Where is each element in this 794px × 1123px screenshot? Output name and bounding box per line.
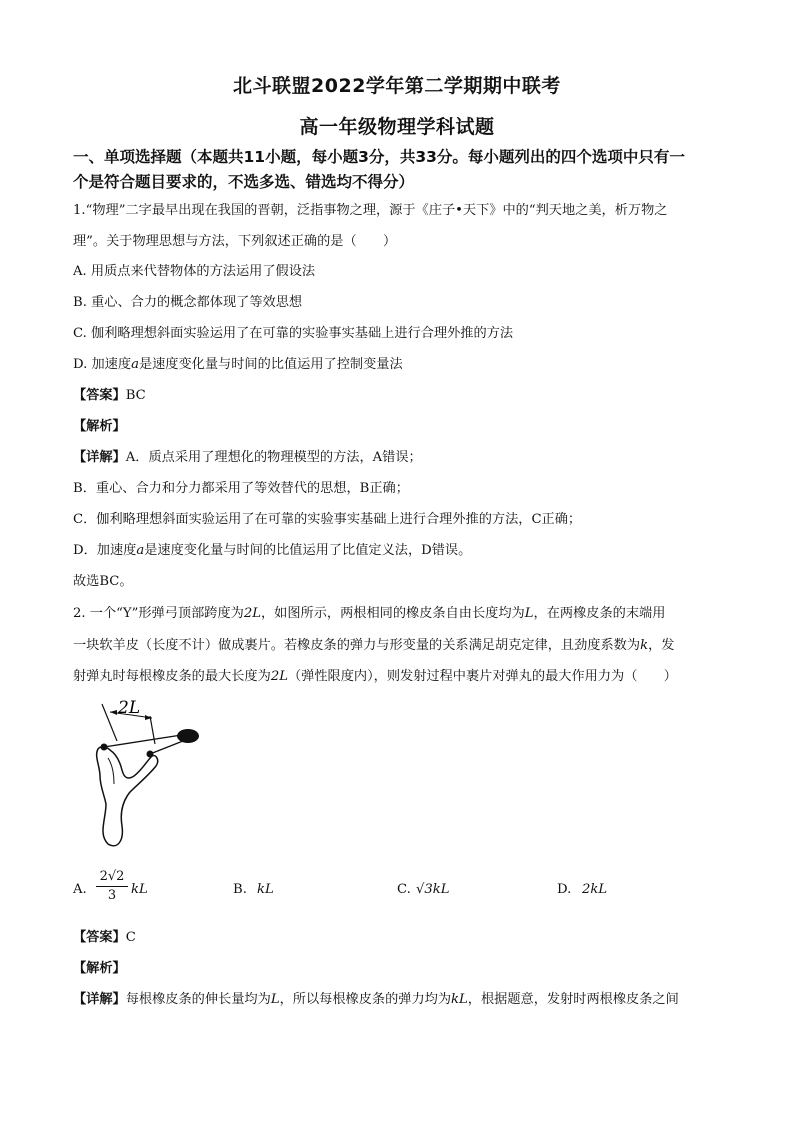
q2-detail xyxy=(73,990,733,1010)
span-line xyxy=(102,704,117,741)
q2-option-a-fraction xyxy=(96,868,128,905)
q1-option-d xyxy=(73,355,733,375)
q2-stem1-b: ，如图所示，两根相同的橡皮条自由长度均为 xyxy=(261,606,525,621)
q1-option-d-var: a xyxy=(131,357,139,372)
q2-detail-b: ，所以每根橡皮条的弹力均为 xyxy=(279,992,452,1007)
q1-stem-line1: 1.“物理”二字最早出现在我国的晋朝，泛指事物之理，源于《庄子•天下》中的“判天地之美，析万物之 xyxy=(73,203,668,218)
q1-detail-b: B．重心、合力和分力都采用了等效替代的思想，B正确； xyxy=(73,481,409,496)
section-heading xyxy=(73,145,733,195)
q2-option-d-value: 2kL xyxy=(582,882,608,897)
q1-option-d-post: 是速度变化量与时间的比值运用了控制变量法 xyxy=(138,357,403,372)
q2-answer-value: C xyxy=(125,930,136,945)
q1-option-b: B. 重心、合力的概念都体现了等效思想 xyxy=(73,295,303,310)
slingshot-frame xyxy=(97,747,158,846)
q1-detail-d-pre: D．加速度 xyxy=(73,543,137,558)
q2-detail-c: ，根据题意，发射时两根橡皮条之间 xyxy=(467,992,679,1007)
q2-stem3-a: 射弹丸时每根橡皮条的最大长度为 xyxy=(73,669,271,684)
q1-answer-label: 【答案】 xyxy=(73,388,126,403)
q2-stem3-m: 2L xyxy=(270,669,288,684)
q2-option-a-label: A. xyxy=(73,882,87,897)
page-title: 北斗联盟2022学年第二学期期中联考 xyxy=(233,75,561,97)
q1-detail-d-var: a xyxy=(136,543,145,558)
q1-detail-a-text: A．质点采用了理想化的物理模型的方法，A错误； xyxy=(125,450,422,465)
q1-analysis-label: 【解析】 xyxy=(73,419,126,434)
q1-conclusion: 故选BC。 xyxy=(73,574,133,589)
q1-stem-line2: 理”。关于物理思想与方法，下列叙述正确的是（ ） xyxy=(73,234,397,249)
q2-option-b-value: kL xyxy=(257,882,274,897)
slingshot-figure xyxy=(84,694,214,854)
q2-stem1-m2: L xyxy=(524,606,534,621)
q1-option-d-pre: D. 加速度 xyxy=(73,357,132,372)
section-heading-line1: 一、单项选择题（本题共11小题，每小题3分，共33分。每小题列出的四个选项中只有一 xyxy=(73,148,685,166)
q1-option-a: A. 用质点来代替物体的方法运用了假设法 xyxy=(73,264,316,279)
q2-answer-label: 【答案】 xyxy=(73,930,126,945)
projectile xyxy=(177,729,199,743)
q2-option-a-tail: kL xyxy=(131,882,148,897)
q2-stem-line1 xyxy=(73,604,733,624)
q2-option-c-label: C. xyxy=(397,882,411,897)
q2-detail-a: 每根橡皮条的伸长量均为 xyxy=(125,992,271,1007)
q2-stem-line3 xyxy=(73,667,733,687)
q2-stem1-a: 2. 一个“Y”形弹弓顶部跨度为 xyxy=(73,606,244,621)
q2-analysis-label: 【解析】 xyxy=(73,961,126,976)
q1-detail-label: 【详解】 xyxy=(73,450,126,465)
section-heading-line2: 个是符合题目要求的，不选多选、错选均不得分） xyxy=(73,173,415,191)
q2-detail-m2: kL xyxy=(451,992,468,1007)
q2-stem1-m1: 2L xyxy=(243,606,261,621)
q1-detail-a xyxy=(73,448,733,468)
q2-stem2-b: ，发 xyxy=(648,638,675,653)
q2-option-b-label: B. xyxy=(233,882,247,897)
slingshot-inner xyxy=(108,758,114,784)
q2-option-d-label: D. xyxy=(557,882,572,897)
q2-option-c-value: √3kL xyxy=(416,882,450,897)
q2-option-a-numerator: 2√2 xyxy=(96,868,128,887)
q1-detail-d xyxy=(73,541,733,561)
q1-answer-value: BC xyxy=(125,388,146,403)
q2-answer xyxy=(73,928,733,948)
q2-detail-label: 【详解】 xyxy=(73,992,126,1007)
q1-option-c: C. 伽利略理想斜面实验运用了在可靠的实验事实基础上进行合理外推的方法 xyxy=(73,326,514,341)
q1-detail-d-post: 是速度变化量与时间的比值运用了比值定义法，D错误。 xyxy=(144,543,472,558)
q2-stem2-m: k xyxy=(640,638,649,653)
page-subtitle: 高一年级物理学科试题 xyxy=(299,116,495,138)
span-label: 2L xyxy=(118,698,141,718)
q2-option-a-denominator: 3 xyxy=(107,888,117,903)
q2-stem3-b: （弹性限度内），则发射过程中裹片对弹丸的最大作用力为（ ） xyxy=(287,669,677,684)
q2-stem-line2 xyxy=(73,636,733,656)
q2-stem1-c: ，在两橡皮条的末端用 xyxy=(533,606,666,621)
q1-answer xyxy=(73,386,733,406)
q2-stem2-a: 一块软羊皮（长度不计）做成裹片。若橡皮条的弹力与形变量的关系满足胡克定律，且劲度系数为 xyxy=(73,638,641,653)
q1-detail-c: C．伽利略理想斜面实验运用了在可靠的实验事实基础上进行合理外推的方法，C正确； xyxy=(73,512,582,527)
q2-detail-m1: L xyxy=(270,992,280,1007)
